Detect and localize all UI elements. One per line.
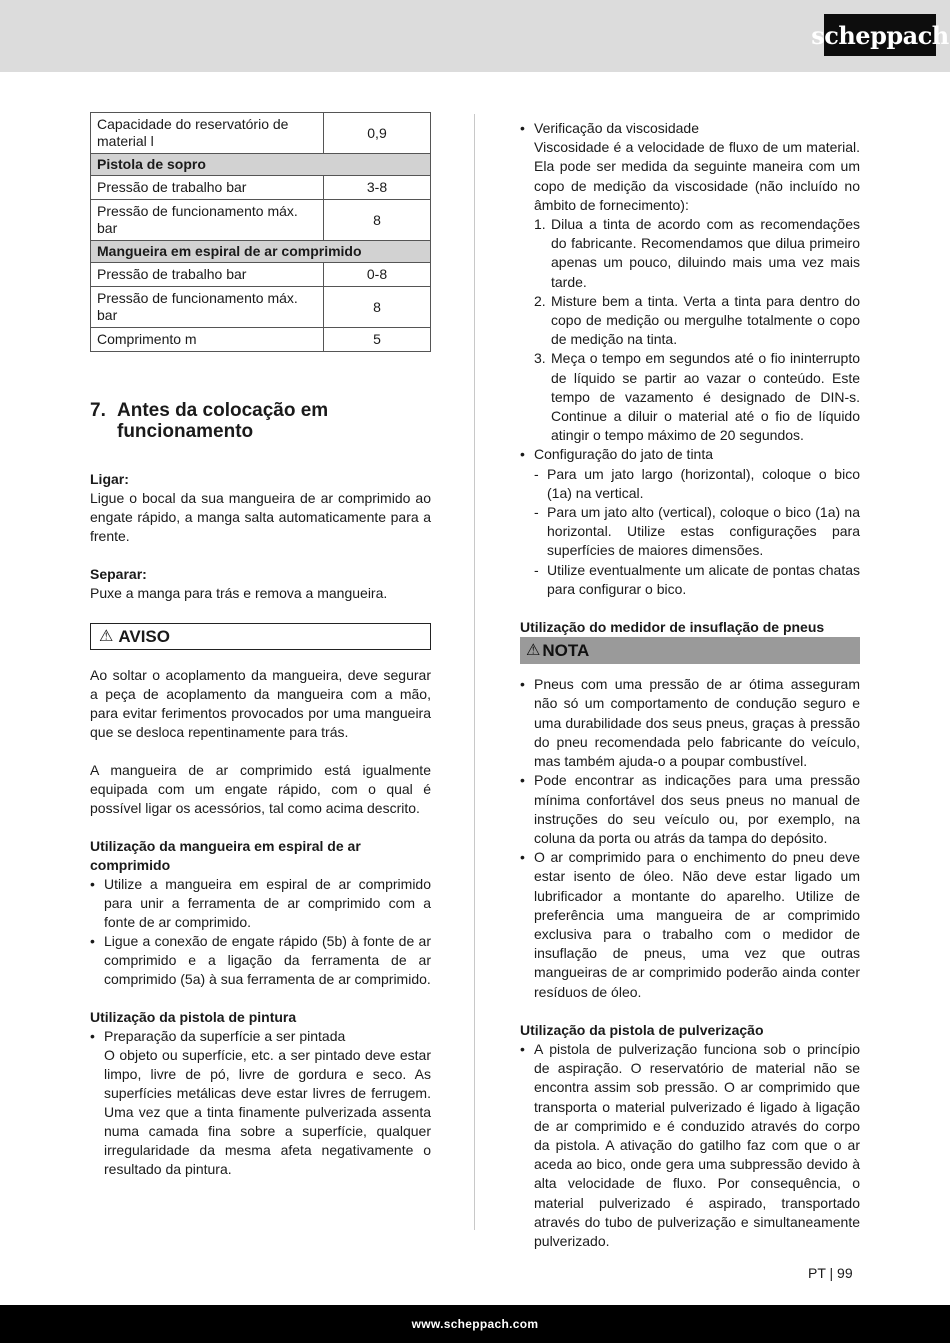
list-item	[520, 119, 860, 215]
footer-bar	[0, 1305, 950, 1343]
separar-text: Puxe a manga para trás e remova a mangueira.	[90, 585, 388, 601]
right-column	[520, 119, 860, 1251]
table-cell-label: Pressão de trabalho bar	[91, 176, 324, 200]
list-item: - Para um jato largo (horizontal), coloque o bico (1a) na vertical.	[520, 465, 860, 503]
section-title: Antes da colocação em funcionamento	[117, 400, 329, 442]
viscosity-list	[520, 119, 860, 215]
spec-table	[90, 112, 431, 352]
list-item-text: Viscosidade é a velocidade de fluxo de um material. Ela pode ser medida da seguinte maneira com um copo de medição da viscosidade (não incluído no âmbito de fornecimento):	[534, 139, 860, 213]
list-item: • Utilize a mangueira em espiral de ar comprimido para unir a ferramenta de ar comprimido com a fonte de ar comprimido.	[90, 875, 431, 932]
table-cell-label: Capacidade do reservatório de material l	[91, 113, 324, 154]
table-row	[91, 328, 431, 352]
pneus-list	[520, 675, 860, 1001]
pneus-heading: Utilização do medidor de insuflação de pneus	[520, 619, 825, 636]
ligar-label: Ligar:	[90, 471, 129, 487]
viscosity-steps	[520, 215, 860, 445]
pulv-list	[520, 1040, 860, 1251]
warning-label: AVISO	[118, 627, 170, 646]
pulv-heading: Utilização da pistola de pulverização	[520, 1021, 764, 1038]
list-item: • Configuração do jato de tinta	[520, 445, 860, 464]
espiral-list	[90, 875, 431, 989]
step-item	[520, 292, 860, 350]
section-heading	[90, 400, 431, 442]
step-text: Misture bem a tinta. Verta a tinta para dentro do copo de medição ou mergulhe totalmente o copo de medição na tinta.	[551, 292, 860, 348]
table-cell-value: 3-8	[324, 176, 431, 200]
table-cell-value: 8	[324, 200, 431, 241]
scheppach-logo: scheppach	[824, 14, 936, 56]
warning-text: Ao soltar o acoplamento da mangueira, deve segurar a peça de acoplamento da mangueira com a mão, para evitar ferimentos provocados por uma mangueira que se desloca repentinamente para trás.	[90, 667, 431, 740]
page-number: PT | 99	[808, 1265, 853, 1281]
table-cell-value: 0,9	[324, 113, 431, 154]
pintura-list	[90, 1027, 431, 1179]
jet-sublist	[520, 465, 860, 599]
step-number: 2.	[534, 292, 546, 309]
table-cell-label: Pressão de trabalho bar	[91, 263, 324, 287]
table-cell-label: Pressão de funcionamento máx. bar	[91, 200, 324, 241]
list-item: - Para um jato alto (vertical), coloque o bico (1a) na horizontal. Utilize estas configurações para superfícies de maiores dimensões.	[520, 503, 860, 561]
list-item-title: • Verificação da viscosidade	[534, 120, 699, 136]
list-item	[90, 1027, 431, 1179]
header-bar	[0, 0, 950, 72]
note-label: NOTA	[542, 641, 590, 661]
paragraph: A mangueira de ar comprimido está igualmente equipada com um engate rápido, com o qual é possível ligar os acessórios, tal como acima descrito.	[90, 762, 431, 816]
warning-triangle-icon: ⚠	[99, 628, 114, 645]
step-text: Meça o tempo em segundos até o fio ininterrupto de líquido se partir ao vazar o conteúdo. Este tempo de vazamento é designado de DIN-s. Continue a diluir o material até o fio de líquido atingir o tempo máximo de 20 segundos.	[551, 350, 860, 444]
website-link[interactable]: www.scheppach.com	[411, 1317, 539, 1331]
step-number: 1.	[534, 216, 546, 233]
list-item-title: • Preparação da superfície a ser pintada	[104, 1028, 346, 1044]
table-cell-label: Pressão de funcionamento máx. bar	[91, 287, 324, 328]
step-text: Dilua a tinta de acordo com as recomendações do fabricante. Recomendamos que dilua primeiro apenas um pouco, diluindo mais uma vez mais tarde.	[551, 216, 860, 290]
list-item: • A pistola de pulverização funciona sob o princípio de aspiração. O reservatório de material não se encontra assim sob pressão. O ar comprimido que transporta o material pulverizado é ligado à ligação de ar comprimido e é conduzido através do corpo da pistola. A ativação do gatilho faz com que o ar aceda ao bico, onde gera uma subpressão devido à alta velocidade de fluxo. Por consequência, o material pulverizado é aspirado, transportado através do tubo de pulverização e simultaneamente pulverizado.	[520, 1040, 860, 1251]
warning-box	[90, 623, 431, 650]
step-item	[520, 215, 860, 292]
column-divider	[474, 114, 475, 1230]
left-column	[90, 112, 431, 1179]
table-cell-value: 5	[324, 328, 431, 352]
table-row	[91, 200, 431, 241]
list-item: • O ar comprimido para o enchimento do pneu deve estar isento de óleo. Não deve estar ligado um lubrificador a montante do aparelho. Utilize de preferência uma mangueira de ar comprimido exclusiva para o trabalho com o medidor de insuflação de pneus, uma vez que outras mangueiras de ar comprimido poderão ainda conter resíduos de óleo.	[520, 848, 860, 1002]
table-row	[91, 287, 431, 328]
table-row	[91, 263, 431, 287]
step-item	[520, 349, 860, 445]
table-cell-label: Comprimento m	[91, 328, 324, 352]
pintura-heading: Utilização da pistola de pintura	[90, 1009, 297, 1025]
table-section-row	[91, 154, 431, 176]
table-row	[91, 113, 431, 154]
separar-label: Separar:	[90, 566, 147, 582]
note-box	[520, 637, 860, 664]
table-cell-value: 0-8	[324, 263, 431, 287]
section-number: 7.	[90, 400, 106, 421]
jet-list	[520, 445, 860, 464]
list-item-text: O objeto ou superfície, etc. a ser pintado deve estar limpo, livre de pó, livre de gordura e seco. As superfícies metálicas deve estar livres de ferrugem. Uma vez que a tinta finamente pulverizada assenta numa camada fina sobre a superfície, qualquer irregularidade da mesma afeta negativamente o resultado da pintura.	[104, 1047, 431, 1177]
table-section-label: Pistola de sopro	[91, 154, 431, 176]
table-section-label: Mangueira em espiral de ar comprimido	[91, 241, 431, 263]
step-number: 3.	[534, 350, 546, 367]
list-item: • Pneus com uma pressão de ar ótima asseguram não só um comportamento de condução seguro e uma durabilidade dos seus pneus, graças à pressão do pneu recomendada pelo fabricante do veículo, mas também ajuda-o a poupar combustível.	[520, 675, 860, 771]
espiral-heading: Utilização da mangueira em espiral de ar comprimido	[90, 838, 361, 873]
table-row	[91, 176, 431, 200]
warning-triangle-icon: ⚠	[526, 642, 541, 660]
ligar-text: Ligue o bocal da sua mangueira de ar comprimido ao engate rápido, a manga salta automaticamente para a frente.	[90, 490, 431, 544]
list-item: • Pode encontrar as indicações para uma pressão mínima confortável dos seus pneus no manual de instruções do seu veículo ou, por exemplo, na coluna da porta ou atrás da tampa do depósito.	[520, 771, 860, 848]
table-cell-value: 8	[324, 287, 431, 328]
list-item: - Utilize eventualmente um alicate de pontas chatas para configurar o bico.	[520, 561, 860, 599]
table-section-row	[91, 241, 431, 263]
list-item: • Ligue a conexão de engate rápido (5b) à fonte de ar comprimido e a ligação da ferramenta de ar comprimido (5a) à sua ferramenta de ar comprimido.	[90, 932, 431, 989]
